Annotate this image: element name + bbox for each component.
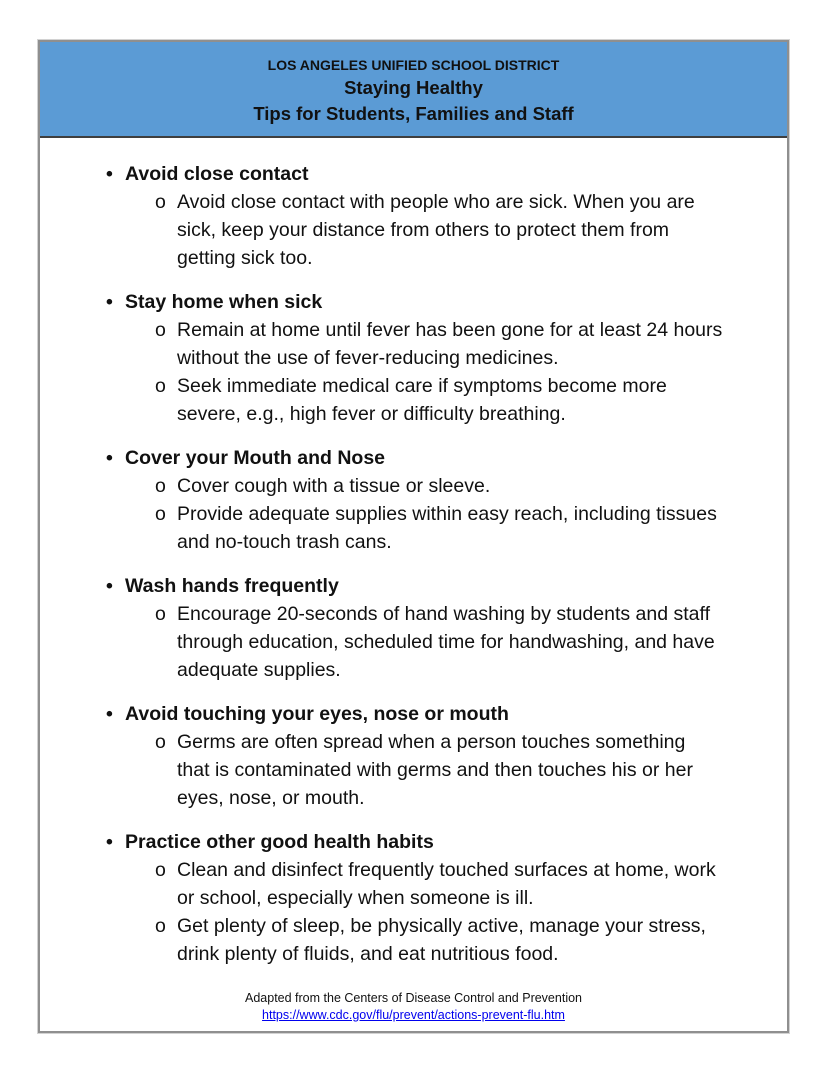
tip-section-avoid-touching-face xyxy=(106,700,723,812)
tip-section-wash-hands xyxy=(106,572,723,684)
bullet-icon: • xyxy=(106,575,113,597)
tip-item: Clean and disinfect frequently touched surfaces at home, work or school, especially when someone is ill. xyxy=(177,859,716,909)
tip-section-stay-home xyxy=(106,288,723,428)
sub-bullet-icon: o xyxy=(155,503,166,525)
bullet-icon: • xyxy=(106,291,113,313)
footer xyxy=(40,990,787,1024)
sub-bullet-icon: o xyxy=(155,375,166,397)
section-heading: Cover your Mouth and Nose xyxy=(125,447,386,469)
cdc-link[interactable]: https://www.cdc.gov/flu/prevent/actions-prevent-flu.htm xyxy=(262,1008,565,1022)
attribution-text: Adapted from the Centers of Disease Control and Prevention xyxy=(245,991,582,1005)
section-heading: Practice other good health habits xyxy=(125,831,434,853)
section-heading: Avoid touching your eyes, nose or mouth xyxy=(125,703,509,725)
tip-item: Remain at home until fever has been gone for at least 24 hours without the use of fever-reducing medicines. xyxy=(177,319,723,369)
sub-bullet-icon: o xyxy=(155,319,166,341)
tip-section-cover-mouth-nose xyxy=(106,444,723,556)
bullet-icon: • xyxy=(106,831,113,853)
flyer-title: Staying Healthy xyxy=(344,77,483,98)
sub-bullet-icon: o xyxy=(155,731,166,753)
flyer-subtitle: Tips for Students, Families and Staff xyxy=(253,103,574,124)
sub-bullet-icon: o xyxy=(155,603,166,625)
tip-section-good-health-habits xyxy=(106,828,723,968)
tip-section-avoid-close-contact xyxy=(106,160,723,272)
sub-bullet-icon: o xyxy=(155,475,166,497)
tips-list xyxy=(40,138,787,984)
sub-bullet-icon: o xyxy=(155,191,166,213)
header-band xyxy=(40,42,787,138)
tip-item: Provide adequate supplies within easy reach, including tissues and no-touch trash cans. xyxy=(177,503,717,553)
section-heading: Wash hands frequently xyxy=(125,575,339,597)
sub-bullet-icon: o xyxy=(155,859,166,881)
bullet-icon: • xyxy=(106,703,113,725)
section-heading: Stay home when sick xyxy=(125,291,323,313)
tip-item: Seek immediate medical care if symptoms become more severe, e.g., high fever or difficulty breathing. xyxy=(177,375,667,425)
sub-bullet-icon: o xyxy=(155,915,166,937)
tip-item: Avoid close contact with people who are sick. When you are sick, keep your distance from others to protect them from getting sick too. xyxy=(177,191,695,269)
district-name: LOS ANGELES UNIFIED SCHOOL DISTRICT xyxy=(267,57,560,73)
tip-item: Cover cough with a tissue or sleeve. xyxy=(177,475,491,497)
bullet-icon: • xyxy=(106,163,113,185)
tip-item: Get plenty of sleep, be physically active, manage your stress, drink plenty of fluids, and eat nutritious food. xyxy=(177,915,706,965)
bullet-icon: • xyxy=(106,447,113,469)
tip-item: Germs are often spread when a person touches something that is contaminated with germs and then touches his or her eyes, nose, or mouth. xyxy=(177,731,693,809)
section-heading: Avoid close contact xyxy=(125,163,309,185)
tip-item: Encourage 20-seconds of hand washing by students and staff through education, scheduled time for handwashing, and have adequate supplies. xyxy=(177,603,715,681)
flyer-page xyxy=(38,40,789,1033)
